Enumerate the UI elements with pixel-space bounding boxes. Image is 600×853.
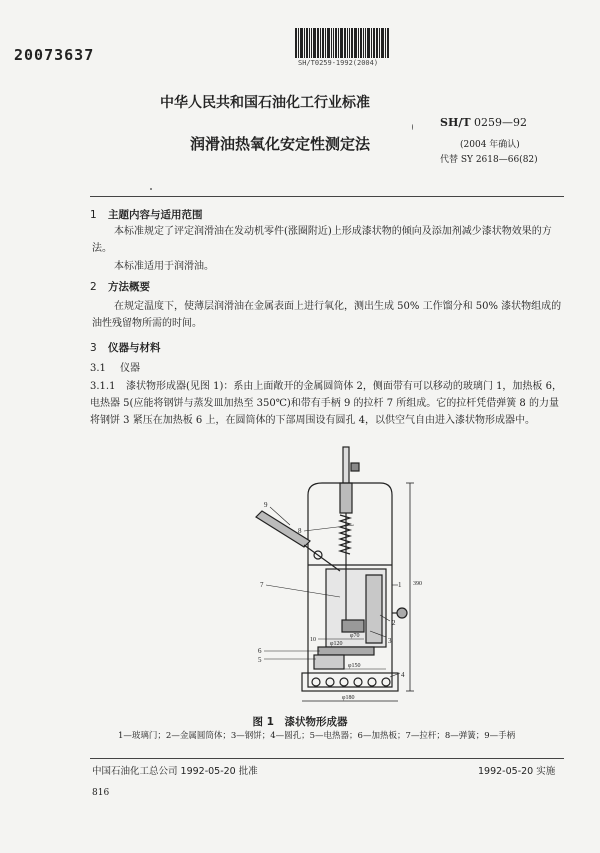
dim-label-d70: φ70 (350, 633, 360, 639)
dim-label-390: 390 (413, 581, 422, 587)
footer-divider (90, 758, 564, 759)
section-3-1-heading (90, 360, 560, 377)
callout-1: 1 (398, 581, 402, 589)
heating-plate (318, 647, 374, 655)
section-2-heading (90, 279, 150, 294)
section-3-1-number: 3.1 (90, 363, 106, 374)
figure-legend: 1—玻璃门；2—金属圆筒体；3—钢饼；4—圆孔；5—电热器；6—加热板；7—拉杆；8—弹簧；9—手柄 (118, 731, 516, 741)
section-2-number: 2 (90, 281, 97, 293)
air-hole (368, 678, 376, 686)
air-hole (312, 678, 320, 686)
callout-8: 8 (298, 527, 302, 535)
section-3-1-1-text: 漆状物形成器(见图 1)：系由上面敞开的金属圆筒体 2，侧面带有可以移动的玻璃门 1，加热板 6，电热器 5(应能将钢饼与蒸发皿加热至 350℃)和带有手柄 9 的拉杆 7 所组成。它的拉杆凭借弹簧 8 的力量将钢饼 3 紧压在加热板 6 上，在圆筒体的下部周围设有圆孔 4，以供空气自由进入漆状物形成器中。 (90, 381, 562, 426)
heater (314, 655, 344, 669)
barcode-text: SH/T0259-1992(2004) (298, 59, 379, 67)
standard-code (440, 116, 527, 129)
org-title: 中华人民共和国石油化工行业标准 (160, 95, 370, 111)
air-hole (340, 678, 348, 686)
section-1-paragraph-1: 本标准规定了评定润滑油在发动机零件(涨圈附近)上形成漆状物的倾向及添加剂减少漆状物效果的方法。 (92, 226, 552, 254)
figure-caption: 图 1 漆状物形成器 (252, 716, 348, 728)
air-hole (354, 678, 362, 686)
barcode (295, 28, 405, 58)
callout-3: 3 (388, 637, 392, 645)
section-3-heading (90, 340, 161, 355)
section-3-1-title: 仪器 (120, 363, 140, 374)
steel-cake (342, 620, 364, 632)
section-1-paragraph-2: 本标准适用于润滑油。 (114, 261, 214, 272)
footer-effective: 1992-05-20 实施 (478, 766, 556, 777)
section-3-1-1-paragraph (90, 378, 564, 429)
scan-speck (150, 188, 152, 190)
rod-top (343, 447, 349, 485)
standard-code-prefix: SH/T (440, 116, 471, 129)
scan-speck (412, 124, 413, 130)
callout-6: 6 (258, 647, 262, 655)
section-1-number: 1 (90, 209, 97, 221)
base (302, 673, 398, 691)
dim-label-d180: φ180 (342, 695, 355, 701)
confirm-year: (2004 年确认) (460, 140, 520, 150)
air-hole (382, 678, 390, 686)
door-knob (397, 608, 407, 618)
air-hole (326, 678, 334, 686)
rod-knob (351, 463, 359, 471)
section-2-paragraph-1: 在规定温度下，使薄层润滑油在金属表面上进行氧化，测出生成 50% 工作馏分和 50% 漆状物组成的油性残留物所需的时间。 (92, 301, 562, 329)
page-title: 润滑油热氧化安定性测定法 (189, 135, 370, 153)
replaces-standard: 代替 SY 2618—66(82) (440, 155, 538, 165)
divider (90, 196, 564, 197)
callout-9: 9 (264, 501, 268, 509)
handle (256, 511, 310, 547)
handle-link (304, 545, 340, 571)
page-number: 816 (92, 788, 110, 798)
spring (340, 515, 350, 554)
section-3-1-1-number: 3.1.1 (90, 381, 116, 392)
dim-label-d150: φ150 (348, 663, 361, 669)
callout-2: 2 (392, 619, 396, 627)
section-3-number: 3 (90, 342, 97, 354)
callout-4: 4 (401, 671, 405, 679)
rod-collar (340, 483, 352, 513)
section-1-heading (90, 207, 203, 222)
section-1-title: 主题内容与适用范围 (108, 209, 203, 221)
standard-code-number: 0259—92 (470, 116, 528, 129)
figure-apparatus-diagram (230, 445, 430, 707)
section-3-title: 仪器与材料 (108, 342, 161, 354)
document-id: 20073637 (14, 46, 95, 64)
dim-label-10: 10 (310, 637, 316, 643)
footer-approval: 中国石油化工总公司 1992-05-20 批准 (92, 766, 258, 777)
callout-7: 7 (260, 581, 264, 589)
dim-label-d120: φ120 (330, 641, 343, 647)
section-2-title: 方法概要 (108, 281, 150, 293)
callout-5: 5 (258, 656, 262, 664)
